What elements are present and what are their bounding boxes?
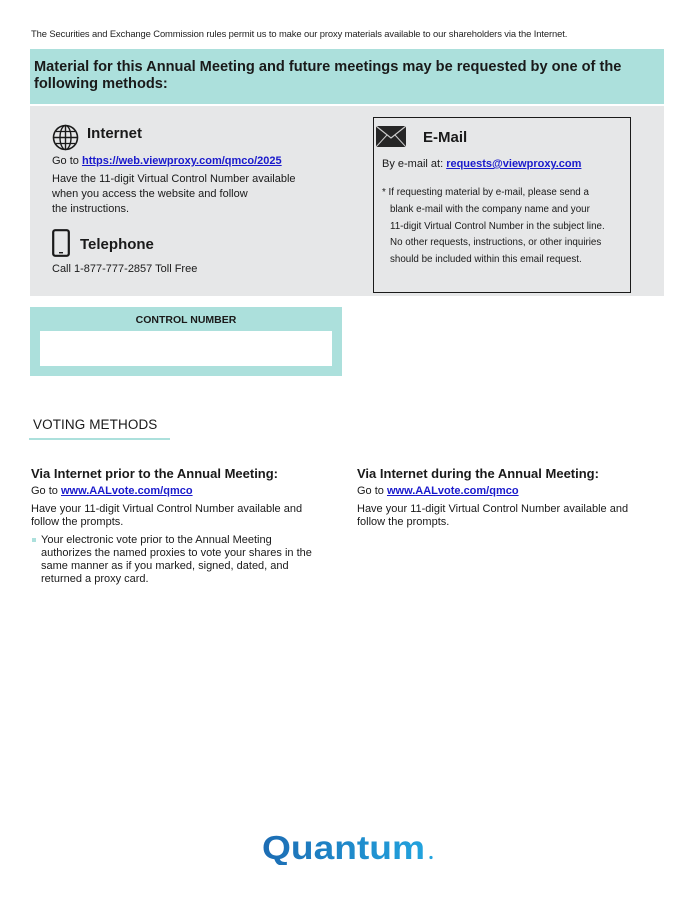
voting-prior-go-to — [31, 484, 193, 499]
control-number-label: CONTROL NUMBER — [135, 314, 237, 326]
email-prefix: By e-mail at: — [382, 158, 447, 170]
voting-during-go-to-prefix: Go to — [357, 485, 387, 497]
email-note-line: blank e-mail with the company name and your — [390, 204, 590, 215]
voting-prior-url-link[interactable]: www.AALvote.com/qmco — [60, 485, 193, 497]
email-note-line: No other requests, instructions, or other inquiries — [390, 237, 602, 248]
internet-instruction-line: the instructions. — [52, 203, 130, 215]
quantum-logo-text: Quantum — [262, 829, 425, 865]
telephone-heading: Telephone — [80, 236, 154, 253]
internet-go-to-prefix: Go to — [52, 155, 82, 167]
voting-during-line: follow the prompts. — [357, 516, 450, 528]
internet-heading: Internet — [87, 125, 143, 142]
voting-prior-bullet-line: same manner as if you marked, signed, dated, and — [41, 560, 289, 572]
voting-during-line: Have your 11-digit Virtual Control Number available and — [357, 503, 629, 515]
request-header — [30, 49, 664, 104]
voting-prior-heading: Via Internet prior to the Annual Meeting: — [31, 466, 279, 481]
voting-methods-title: VOTING METHODS — [33, 417, 158, 432]
internet-go-to — [52, 154, 282, 169]
voting-prior-bullet-line: Your electronic vote prior to the Annual Meeting — [41, 534, 272, 546]
voting-prior-line: Have your 11-digit Virtual Control Number available and — [31, 503, 303, 515]
email-heading: E-Mail — [423, 129, 468, 146]
voting-methods-divider — [29, 438, 170, 440]
voting-prior-go-to-prefix: Go to — [31, 485, 61, 497]
internet-url-link[interactable]: https://web.viewproxy.com/qmco/2025 — [81, 155, 282, 167]
voting-during-heading: Via Internet during the Annual Meeting: — [357, 466, 599, 481]
voting-prior-bullet-line: authorizes the named proxies to vote your shares in the — [41, 547, 312, 559]
voting-prior-bullet-line: returned a proxy card. — [41, 573, 149, 585]
control-number-box — [30, 307, 342, 376]
email-note-line: * If requesting material by e-mail, please send a — [382, 187, 589, 198]
internet-instruction-line: when you access the website and follow — [52, 188, 248, 200]
envelope-icon — [376, 126, 406, 147]
email-note-line: 11-digit Virtual Control Number in the subject line. — [390, 221, 605, 232]
voting-during-url-link[interactable]: www.AALvote.com/qmco — [386, 485, 519, 497]
phone-icon — [52, 229, 70, 257]
internet-instruction-line: Have the 11-digit Virtual Control Number available — [52, 173, 296, 185]
bullet-marker — [32, 538, 36, 542]
quantum-logo — [262, 829, 437, 865]
intro-text: The Securities and Exchange Commission rules permit us to make our proxy materials available to our shareholders via the Internet. — [31, 28, 568, 39]
telephone-number[interactable]: Call 1-877-777-2857 Toll Free — [52, 263, 198, 275]
email-address-link[interactable]: requests@viewproxy.com — [446, 158, 582, 170]
voting-during-go-to — [357, 484, 519, 499]
request-header-title: Material for this Annual Meeting and future meetings may be requested by one of the following methods: — [34, 59, 622, 92]
email-address-line — [382, 157, 581, 172]
voting-prior-line: follow the prompts. — [31, 516, 124, 528]
control-number-field[interactable] — [40, 331, 332, 366]
globe-icon — [52, 124, 79, 151]
email-note-line: should be included within this email request. — [390, 254, 582, 265]
